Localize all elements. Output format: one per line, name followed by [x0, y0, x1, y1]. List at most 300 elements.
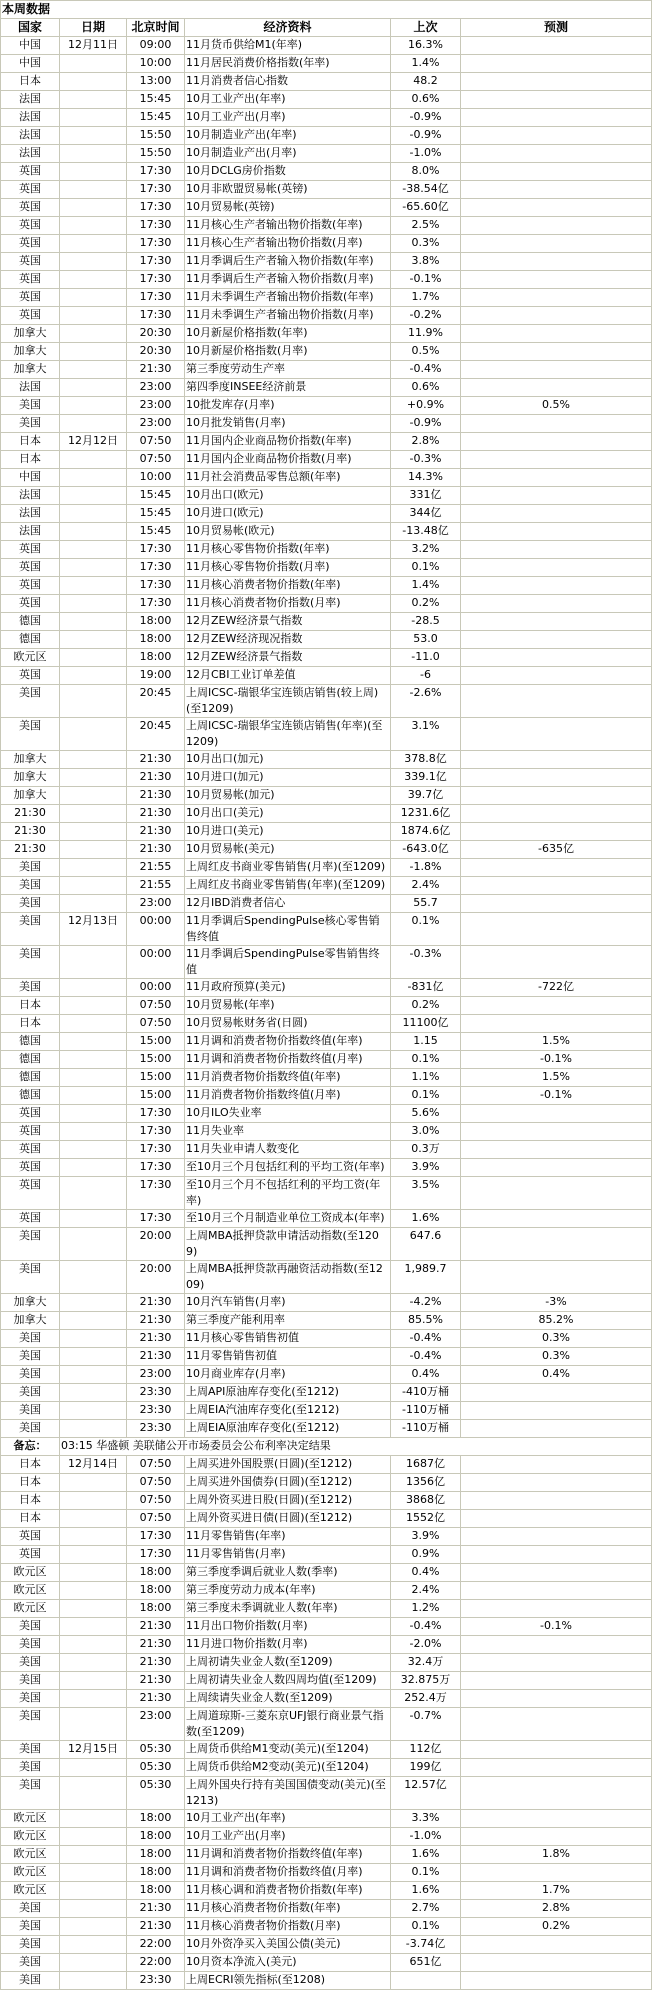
date-cell: [60, 541, 127, 559]
time-cell: 18:00: [127, 1864, 185, 1882]
time-cell: 21:30: [127, 1654, 185, 1672]
previous-cell: 3.5%: [391, 1177, 461, 1210]
item-cell: 上周初请失业金人数四周均值(至1209): [185, 1672, 391, 1690]
time-cell: 07:50: [127, 1456, 185, 1474]
forecast-cell: [461, 1528, 652, 1546]
previous-cell: -6: [391, 667, 461, 685]
previous-cell: -0.3%: [391, 451, 461, 469]
table-row: [1, 163, 652, 181]
forecast-cell: [461, 1159, 652, 1177]
previous-cell: 0.9%: [391, 1546, 461, 1564]
previous-cell: [391, 1972, 461, 1990]
date-cell: [60, 1177, 127, 1210]
previous-cell: 1,989.7: [391, 1261, 461, 1294]
forecast-cell: 0.3%: [461, 1348, 652, 1366]
previous-cell: 2.8%: [391, 433, 461, 451]
date-cell: [60, 1810, 127, 1828]
item-cell: 上周买进外国股票(日圆)(至1212): [185, 1456, 391, 1474]
forecast-cell: [461, 73, 652, 91]
item-cell: 10月工业产出(年率): [185, 1810, 391, 1828]
time-cell: 21:30: [127, 841, 185, 859]
forecast-cell: [461, 91, 652, 109]
date-cell: [60, 361, 127, 379]
time-cell: 10:00: [127, 469, 185, 487]
memo-label: 备忘：: [1, 1438, 60, 1456]
time-cell: 17:30: [127, 1210, 185, 1228]
previous-cell: 651亿: [391, 1954, 461, 1972]
previous-cell: 0.1%: [391, 1087, 461, 1105]
time-cell: 18:00: [127, 649, 185, 667]
table-row: [1, 859, 652, 877]
time-cell: 07:50: [127, 1492, 185, 1510]
item-cell: 10月贸易帐(美元): [185, 841, 391, 859]
table-row: [1, 1828, 652, 1846]
date-cell: [60, 997, 127, 1015]
table-row: [1, 751, 652, 769]
previous-cell: 1.6%: [391, 1210, 461, 1228]
item-cell: 10月DCLG房价指数: [185, 163, 391, 181]
table-row: [1, 91, 652, 109]
previous-cell: 11.9%: [391, 325, 461, 343]
item-cell: 上周道琼斯-三菱东京UFJ银行商业景气指数(至1209): [185, 1708, 391, 1741]
country-cell: 英国: [1, 1528, 60, 1546]
table-row: [1, 1900, 652, 1918]
time-cell: 17:30: [127, 1528, 185, 1546]
table-row: [1, 1402, 652, 1420]
time-cell: 23:00: [127, 1366, 185, 1384]
table-row: [1, 1936, 652, 1954]
previous-cell: 16.3%: [391, 37, 461, 55]
country-cell: 美国: [1, 1972, 60, 1990]
table-row: [1, 1159, 652, 1177]
forecast-cell: [461, 145, 652, 163]
time-cell: 00:00: [127, 979, 185, 997]
time-cell: 17:30: [127, 595, 185, 613]
time-cell: 21:55: [127, 859, 185, 877]
table-row: [1, 577, 652, 595]
item-cell: 11月核心零售物价指数(月率): [185, 559, 391, 577]
country-cell: 法国: [1, 91, 60, 109]
time-cell: 15:00: [127, 1069, 185, 1087]
time-cell: 15:45: [127, 91, 185, 109]
table-row: [1, 1618, 652, 1636]
date-cell: [60, 649, 127, 667]
country-cell: 美国: [1, 1708, 60, 1741]
time-cell: 05:30: [127, 1759, 185, 1777]
country-cell: 美国: [1, 946, 60, 979]
item-cell: 11月季调后生产者输入物价指数(年率): [185, 253, 391, 271]
previous-cell: 112亿: [391, 1741, 461, 1759]
table-row: [1, 343, 652, 361]
country-cell: 美国: [1, 1384, 60, 1402]
country-cell: 美国: [1, 1918, 60, 1936]
date-cell: [60, 73, 127, 91]
table-title: 本周数据: [1, 1, 652, 19]
time-cell: 15:45: [127, 487, 185, 505]
country-cell: 英国: [1, 559, 60, 577]
time-cell: 17:30: [127, 541, 185, 559]
previous-cell: 3.0%: [391, 1123, 461, 1141]
date-cell: [60, 55, 127, 73]
time-cell: 07:50: [127, 1015, 185, 1033]
forecast-cell: [461, 877, 652, 895]
table-row: [1, 1015, 652, 1033]
previous-cell: 1.4%: [391, 577, 461, 595]
forecast-cell: [461, 1600, 652, 1618]
forecast-cell: [461, 1123, 652, 1141]
forecast-cell: [461, 1402, 652, 1420]
forecast-cell: [461, 1177, 652, 1210]
forecast-cell: [461, 415, 652, 433]
item-cell: 10月汽车销售(月率): [185, 1294, 391, 1312]
item-cell: 第三季度季调后就业人数(季率): [185, 1564, 391, 1582]
table-row: [1, 181, 652, 199]
previous-cell: 0.3%: [391, 235, 461, 253]
date-cell: [60, 859, 127, 877]
item-cell: 11月未季调生产者输出物价指数(年率): [185, 289, 391, 307]
time-cell: 23:30: [127, 1420, 185, 1438]
previous-cell: 2.4%: [391, 877, 461, 895]
forecast-cell: [461, 163, 652, 181]
previous-cell: 1.6%: [391, 1846, 461, 1864]
forecast-cell: [461, 325, 652, 343]
forecast-cell: [461, 127, 652, 145]
table-row: [1, 946, 652, 979]
previous-cell: 32.4万: [391, 1654, 461, 1672]
previous-cell: 1687亿: [391, 1456, 461, 1474]
time-cell: 21:30: [127, 1312, 185, 1330]
item-cell: 第四季度INSEE经济前景: [185, 379, 391, 397]
table-row: [1, 787, 652, 805]
previous-cell: 3.3%: [391, 1810, 461, 1828]
country-cell: 法国: [1, 523, 60, 541]
item-cell: 上周外资买进日股(日圆)(至1212): [185, 1492, 391, 1510]
item-cell: 上周红皮书商业零售销售(年率)(至1209): [185, 877, 391, 895]
item-cell: 11月核心消费者物价指数(年率): [185, 577, 391, 595]
table-row: [1, 1087, 652, 1105]
country-cell: 美国: [1, 859, 60, 877]
item-cell: 10月新屋价格指数(月率): [185, 343, 391, 361]
date-cell: [60, 181, 127, 199]
time-cell: 07:50: [127, 451, 185, 469]
forecast-cell: 0.3%: [461, 1330, 652, 1348]
previous-cell: 2.5%: [391, 217, 461, 235]
item-cell: 11月调和消费者物价指数终值(年率): [185, 1846, 391, 1864]
forecast-cell: [461, 595, 652, 613]
table-row: [1, 649, 652, 667]
item-cell: 上周货币供给M2变动(美元)(至1204): [185, 1759, 391, 1777]
item-cell: 11月核心零售销售初值: [185, 1330, 391, 1348]
header-forecast: 预测: [461, 19, 652, 37]
country-cell: 德国: [1, 1051, 60, 1069]
previous-cell: 0.6%: [391, 91, 461, 109]
table-row: [1, 1708, 652, 1741]
country-cell: 美国: [1, 1777, 60, 1810]
item-cell: 11月政府预算(美元): [185, 979, 391, 997]
country-cell: 美国: [1, 877, 60, 895]
table-row: [1, 1051, 652, 1069]
item-cell: 10月商业库存(月率): [185, 1366, 391, 1384]
date-cell: [60, 1228, 127, 1261]
previous-cell: -643.0亿: [391, 841, 461, 859]
previous-cell: 378.8亿: [391, 751, 461, 769]
date-cell: [60, 1900, 127, 1918]
country-cell: 美国: [1, 913, 60, 946]
previous-cell: 0.5%: [391, 343, 461, 361]
time-cell: 15:50: [127, 127, 185, 145]
table-row: [1, 1672, 652, 1690]
country-cell: 美国: [1, 979, 60, 997]
forecast-cell: [461, 805, 652, 823]
country-cell: 美国: [1, 1348, 60, 1366]
table-row: [1, 379, 652, 397]
time-cell: 21:30: [127, 1330, 185, 1348]
time-cell: 18:00: [127, 1582, 185, 1600]
country-cell: 英国: [1, 217, 60, 235]
time-cell: 15:00: [127, 1033, 185, 1051]
forecast-cell: [461, 361, 652, 379]
date-cell: [60, 685, 127, 718]
country-cell: 法国: [1, 487, 60, 505]
time-cell: 23:30: [127, 1384, 185, 1402]
item-cell: 至10月三个月制造业单位工资成本(年率): [185, 1210, 391, 1228]
item-cell: 11月调和消费者物价指数终值(月率): [185, 1051, 391, 1069]
forecast-cell: 1.5%: [461, 1033, 652, 1051]
country-cell: 英国: [1, 181, 60, 199]
previous-cell: 0.3万: [391, 1141, 461, 1159]
previous-cell: -0.7%: [391, 1708, 461, 1741]
date-cell: 12月12日: [60, 433, 127, 451]
date-cell: 12月13日: [60, 913, 127, 946]
time-cell: 17:30: [127, 253, 185, 271]
table-row: [1, 877, 652, 895]
item-cell: 上周API原油库存变化(至1212): [185, 1384, 391, 1402]
forecast-cell: [461, 1741, 652, 1759]
previous-cell: 14.3%: [391, 469, 461, 487]
forecast-cell: [461, 433, 652, 451]
table-row: [1, 1972, 652, 1990]
country-cell: 加拿大: [1, 1294, 60, 1312]
date-cell: [60, 718, 127, 751]
date-cell: [60, 91, 127, 109]
date-cell: [60, 1087, 127, 1105]
item-cell: 10月贸易帐财务省(日圆): [185, 1015, 391, 1033]
time-cell: 15:50: [127, 145, 185, 163]
previous-cell: 1.1%: [391, 1069, 461, 1087]
item-cell: 10月制造业产出(年率): [185, 127, 391, 145]
previous-cell: 0.2%: [391, 595, 461, 613]
forecast-cell: [461, 1420, 652, 1438]
forecast-cell: [461, 37, 652, 55]
time-cell: 18:00: [127, 1828, 185, 1846]
date-cell: [60, 667, 127, 685]
forecast-cell: [461, 1015, 652, 1033]
previous-cell: 3.8%: [391, 253, 461, 271]
forecast-cell: [461, 913, 652, 946]
date-cell: [60, 1882, 127, 1900]
time-cell: 17:30: [127, 235, 185, 253]
forecast-cell: 0.4%: [461, 1366, 652, 1384]
item-cell: 11月核心生产者输出物价指数(月率): [185, 235, 391, 253]
date-cell: [60, 163, 127, 181]
item-cell: 上周EIA原油库存变化(至1212): [185, 1420, 391, 1438]
time-cell: 17:30: [127, 1105, 185, 1123]
forecast-cell: [461, 1828, 652, 1846]
date-cell: [60, 613, 127, 631]
forecast-cell: [461, 289, 652, 307]
date-cell: [60, 451, 127, 469]
time-cell: 21:30: [127, 1672, 185, 1690]
table-row: [1, 895, 652, 913]
table-body-part2: [1, 1456, 652, 1990]
forecast-cell: [461, 787, 652, 805]
date-cell: [60, 1492, 127, 1510]
table-row: [1, 613, 652, 631]
table-row: [1, 1069, 652, 1087]
forecast-cell: [461, 1564, 652, 1582]
item-cell: 11月消费者物价指数终值(月率): [185, 1087, 391, 1105]
forecast-cell: [461, 895, 652, 913]
forecast-cell: [461, 1492, 652, 1510]
previous-cell: 0.2%: [391, 997, 461, 1015]
time-cell: 17:30: [127, 307, 185, 325]
country-cell: 美国: [1, 718, 60, 751]
item-cell: 10月工业产出(年率): [185, 91, 391, 109]
table-row: [1, 1384, 652, 1402]
item-cell: 第三季度未季调就业人数(年率): [185, 1600, 391, 1618]
time-cell: 20:30: [127, 325, 185, 343]
date-cell: [60, 1105, 127, 1123]
country-cell: 加拿大: [1, 787, 60, 805]
table-row: [1, 1759, 652, 1777]
time-cell: 23:00: [127, 379, 185, 397]
country-cell: 美国: [1, 1636, 60, 1654]
previous-cell: 1231.6亿: [391, 805, 461, 823]
previous-cell: 0.4%: [391, 1564, 461, 1582]
time-cell: 22:00: [127, 1954, 185, 1972]
forecast-cell: [461, 667, 652, 685]
previous-cell: 2.7%: [391, 1900, 461, 1918]
time-cell: 20:00: [127, 1261, 185, 1294]
country-cell: 美国: [1, 1954, 60, 1972]
country-cell: 美国: [1, 1402, 60, 1420]
item-cell: 11月未季调生产者输出物价指数(月率): [185, 307, 391, 325]
item-cell: 11月社会消费品零售总额(年率): [185, 469, 391, 487]
country-cell: 英国: [1, 289, 60, 307]
table-row: [1, 1177, 652, 1210]
date-cell: [60, 397, 127, 415]
country-cell: 美国: [1, 1330, 60, 1348]
item-cell: 上周MBA抵押贷款申请活动指数(至1209): [185, 1228, 391, 1261]
memo-text: 03:15 华盛顿 美联储公开市场委员会公布利率决定结果: [60, 1438, 652, 1456]
time-cell: 21:30: [127, 805, 185, 823]
country-cell: 21:30: [1, 805, 60, 823]
time-cell: 09:00: [127, 37, 185, 55]
item-cell: 12月IBD消费者信心: [185, 895, 391, 913]
date-cell: [60, 1864, 127, 1882]
forecast-cell: 0.5%: [461, 397, 652, 415]
item-cell: 11月国内企业商品物价指数(月率): [185, 451, 391, 469]
time-cell: 19:00: [127, 667, 185, 685]
country-cell: 欧元区: [1, 1564, 60, 1582]
table-row: [1, 541, 652, 559]
table-row: [1, 469, 652, 487]
time-cell: 21:30: [127, 823, 185, 841]
previous-cell: 252.4万: [391, 1690, 461, 1708]
table-row: [1, 307, 652, 325]
item-cell: 10月进口(欧元): [185, 505, 391, 523]
forecast-cell: [461, 1546, 652, 1564]
item-cell: 11月零售销售初值: [185, 1348, 391, 1366]
country-cell: 日本: [1, 1492, 60, 1510]
item-cell: 10月工业产出(月率): [185, 1828, 391, 1846]
previous-cell: 344亿: [391, 505, 461, 523]
date-cell: [60, 895, 127, 913]
header-date: 日期: [60, 19, 127, 37]
previous-cell: -110万桶: [391, 1420, 461, 1438]
previous-cell: 1.6%: [391, 1882, 461, 1900]
header-item: 经济资料: [185, 19, 391, 37]
table-row: [1, 109, 652, 127]
forecast-cell: 0.2%: [461, 1918, 652, 1936]
time-cell: 18:00: [127, 1810, 185, 1828]
country-cell: 德国: [1, 1087, 60, 1105]
forecast-cell: [461, 451, 652, 469]
date-cell: [60, 1618, 127, 1636]
item-cell: 11月进口物价指数(月率): [185, 1636, 391, 1654]
date-cell: [60, 1402, 127, 1420]
forecast-cell: [461, 343, 652, 361]
time-cell: 00:00: [127, 946, 185, 979]
country-cell: 欧元区: [1, 1864, 60, 1882]
previous-cell: 199亿: [391, 1759, 461, 1777]
previous-cell: 1552亿: [391, 1510, 461, 1528]
date-cell: [60, 217, 127, 235]
previous-cell: 39.7亿: [391, 787, 461, 805]
item-cell: 至10月三个月不包括红利的平均工资(年率): [185, 1177, 391, 1210]
country-cell: 日本: [1, 1474, 60, 1492]
country-cell: 美国: [1, 415, 60, 433]
date-cell: [60, 1015, 127, 1033]
time-cell: 17:30: [127, 181, 185, 199]
country-cell: 欧元区: [1, 1846, 60, 1864]
item-cell: 11月国内企业商品物价指数(年率): [185, 433, 391, 451]
time-cell: 15:45: [127, 505, 185, 523]
header-country: 国家: [1, 19, 60, 37]
forecast-cell: 85.2%: [461, 1312, 652, 1330]
table-row: [1, 217, 652, 235]
table-row: [1, 631, 652, 649]
date-cell: [60, 1564, 127, 1582]
country-cell: 欧元区: [1, 1582, 60, 1600]
previous-cell: -0.9%: [391, 415, 461, 433]
country-cell: 德国: [1, 613, 60, 631]
forecast-cell: -722亿: [461, 979, 652, 997]
item-cell: 上周红皮书商业零售销售(月率)(至1209): [185, 859, 391, 877]
table-row: [1, 487, 652, 505]
date-cell: [60, 1312, 127, 1330]
country-cell: 英国: [1, 271, 60, 289]
time-cell: 15:00: [127, 1051, 185, 1069]
time-cell: 21:30: [127, 1618, 185, 1636]
header-row: [1, 19, 652, 37]
date-cell: [60, 631, 127, 649]
time-cell: 21:30: [127, 1918, 185, 1936]
table-row: [1, 433, 652, 451]
item-cell: 上周ECRI领先指标(至1208): [185, 1972, 391, 1990]
previous-cell: 3.9%: [391, 1528, 461, 1546]
country-cell: 英国: [1, 595, 60, 613]
